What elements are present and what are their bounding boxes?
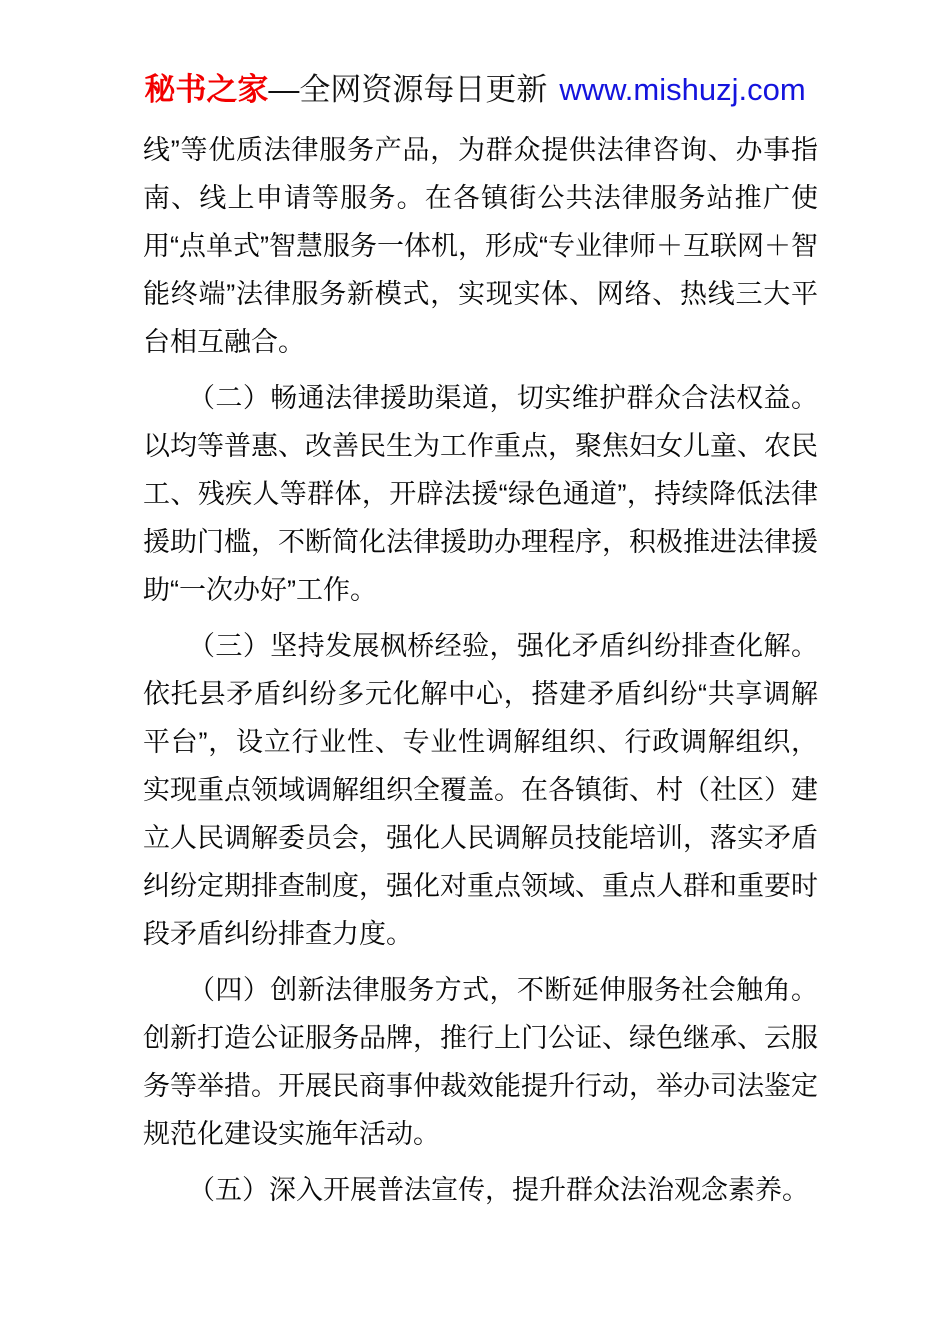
paragraph-item-2: （二）畅通法律援助渠道，切实维护群众合法权益。以均等普惠、改善民生为工作重点，聚焦妇女儿童、农民工、残疾人等群体，开辟法援“绿色通道”，持续降低法律援助门槛，不断简化法律援助办理程序，积极推进法律援助“一次办好”工作。 <box>143 383 818 605</box>
paragraph-continuation: 线”等优质法律服务产品，为群众提供法律咨询、办事指南、线上申请等服务。在各镇街公共法律服务站推广使用“点单式”智慧服务一体机，形成“专业律师＋互联网＋智能终端”法律服务新模式，实现实体、网络、热线三大平台相互融合。 <box>143 135 818 357</box>
document-body <box>143 126 818 1214</box>
site-brand: 秘书之家 <box>144 72 269 107</box>
paragraph-item-3: （三）坚持发展枫桥经验，强化矛盾纠纷排查化解。依托县矛盾纠纷多元化解中心，搭建矛盾纠纷“共享调解平台”，设立行业性、专业性调解组织、行政调解组织，实现重点领域调解组织全覆盖。在各镇街、村（社区）建立人民调解委员会，强化人民调解员技能培训，落实矛盾纠纷定期排查制度，强化对重点领域、重点人群和重要时段矛盾纠纷排查力度。 <box>143 631 818 949</box>
site-tagline: —全网资源每日更新 <box>268 72 548 107</box>
site-header <box>0 0 950 108</box>
paragraph-item-5: （五）深入开展普法宣传，提升群众法治观念素养。 <box>188 1175 809 1205</box>
paragraph-item-4: （四）创新法律服务方式，不断延伸服务社会触角。创新打造公证服务品牌，推行上门公证、绿色继承、云服务等举措。开展民商事仲裁效能提升行动，举办司法鉴定规范化建设实施年活动。 <box>143 975 818 1149</box>
site-url-link[interactable]: www.mishuzj.com <box>559 72 806 107</box>
